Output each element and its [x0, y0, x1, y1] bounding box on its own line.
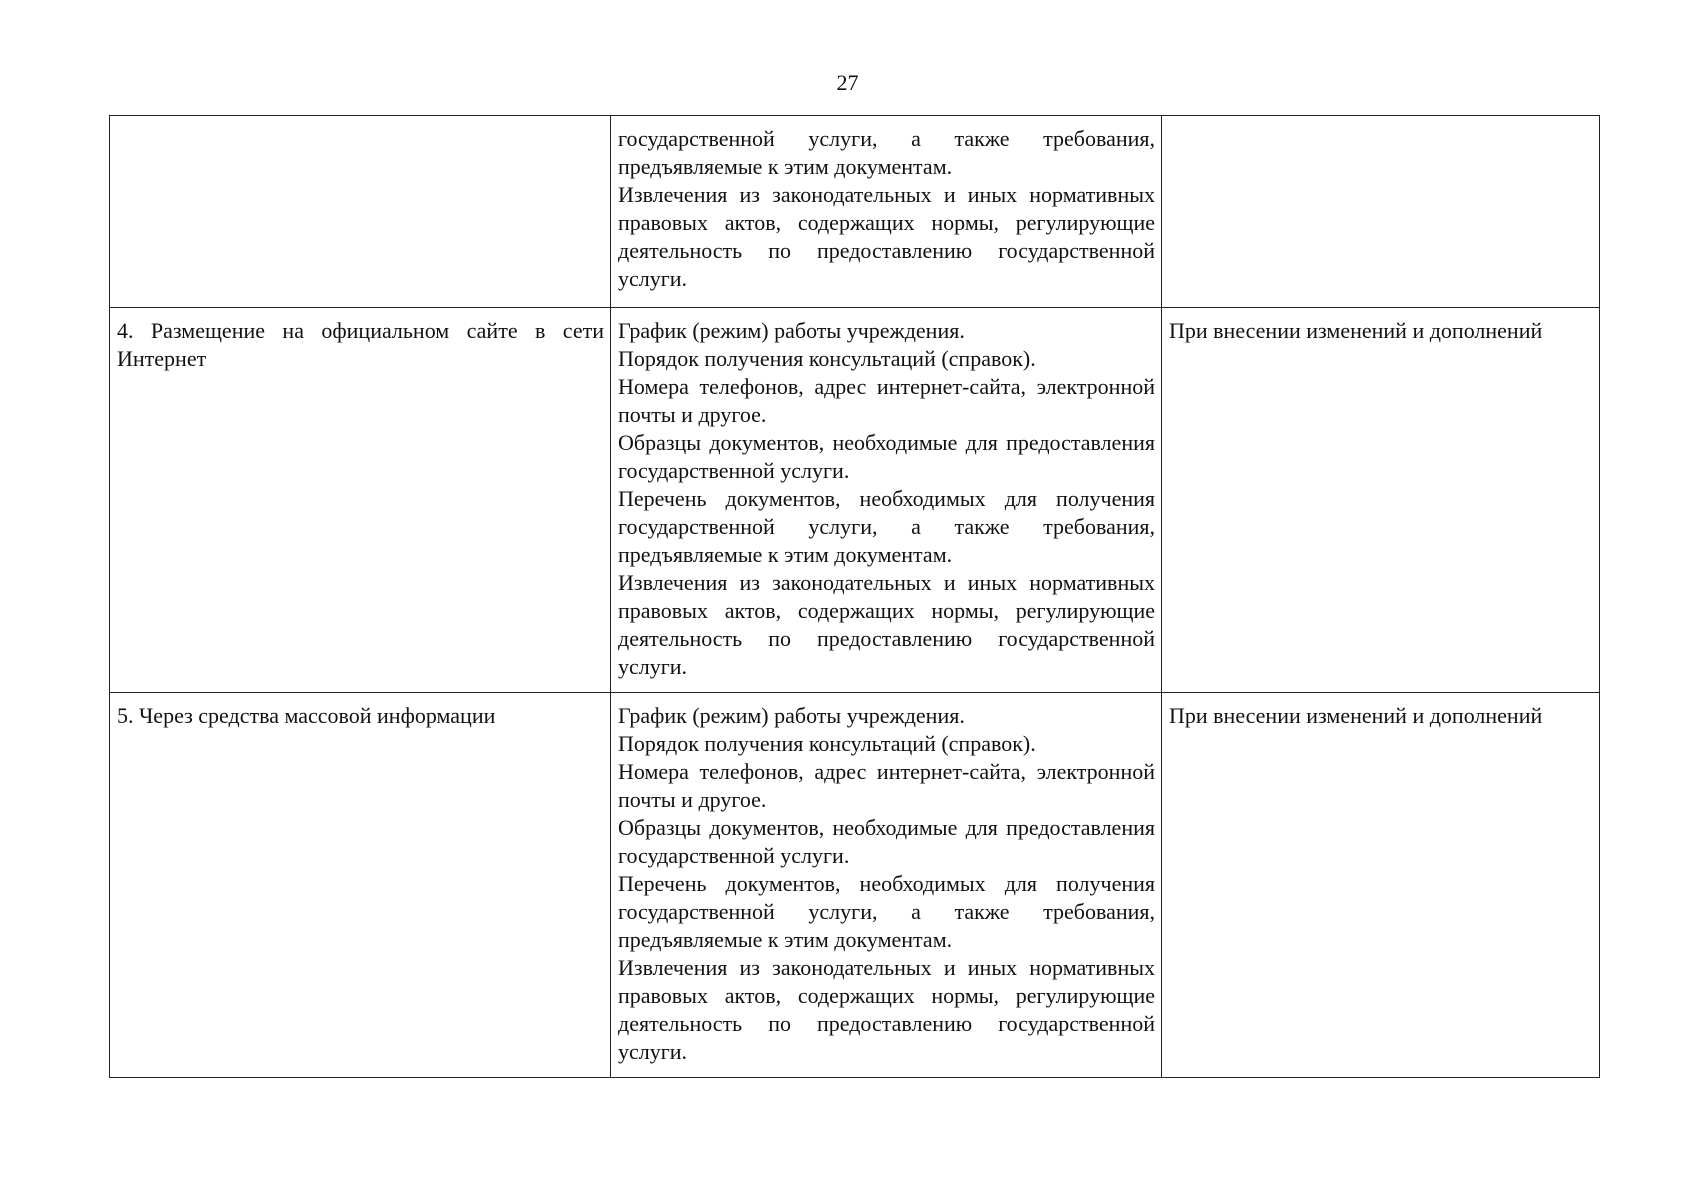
term-cell [1162, 116, 1600, 308]
page-number: 27 [836, 70, 859, 95]
content-paragraph: Перечень документов, необходимых для получения государственной услуги, а также требования, предъявляемые к этим документам. [618, 486, 1155, 567]
content-paragraph: Извлечения из законодательных и иных нормативных правовых актов, содержащих нормы, регулирующие деятельность по предоставлению государственной услуги. [618, 570, 1155, 679]
method-text: 5. Через средства массовой информации [117, 703, 496, 728]
content-paragraph: Номера телефонов, адрес интернет-сайта, электронной почты и другое. [618, 759, 1155, 812]
content-paragraph: государственной услуги, а также требования, предъявляемые к этим документам. [618, 126, 1155, 179]
content-paragraph: Порядок получения консультаций (справок). [618, 346, 1036, 371]
term-cell [1162, 693, 1600, 1078]
content-paragraph: График (режим) работы учреждения. [618, 703, 965, 728]
content-paragraph: Образцы документов, необходимые для предоставления государственной услуги. [618, 815, 1155, 868]
content-cell [611, 308, 1162, 693]
content-paragraph: Перечень документов, необходимых для получения государственной услуги, а также требования, предъявляемые к этим документам. [618, 871, 1155, 952]
content-cell [611, 693, 1162, 1078]
content-paragraph: Образцы документов, необходимые для предоставления государственной услуги. [618, 430, 1155, 483]
method-cell [110, 308, 611, 693]
method-cell [110, 693, 611, 1078]
table-row [110, 693, 1600, 1078]
table-row [110, 308, 1600, 693]
content-paragraph: Извлечения из законодательных и иных нормативных правовых актов, содержащих нормы, регулирующие деятельность по предоставлению государственной услуги. [618, 182, 1155, 291]
info-methods-table [109, 115, 1600, 1078]
content-paragraph: Номера телефонов, адрес интернет-сайта, электронной почты и другое. [618, 374, 1155, 427]
content-paragraph: Извлечения из законодательных и иных нормативных правовых актов, содержащих нормы, регулирующие деятельность по предоставлению государственной услуги. [618, 955, 1155, 1064]
table-row [110, 116, 1600, 308]
content-paragraph: Порядок получения консультаций (справок). [618, 731, 1036, 756]
content-paragraph: График (режим) работы учреждения. [618, 318, 965, 343]
method-text: 4. Размещение на официальном сайте в сети Интернет [117, 318, 604, 371]
term-text: При внесении изменений и дополнений [1169, 318, 1543, 343]
term-cell [1162, 308, 1600, 693]
method-cell [110, 116, 611, 308]
content-cell [611, 116, 1162, 308]
term-text: При внесении изменений и дополнений [1169, 703, 1543, 728]
